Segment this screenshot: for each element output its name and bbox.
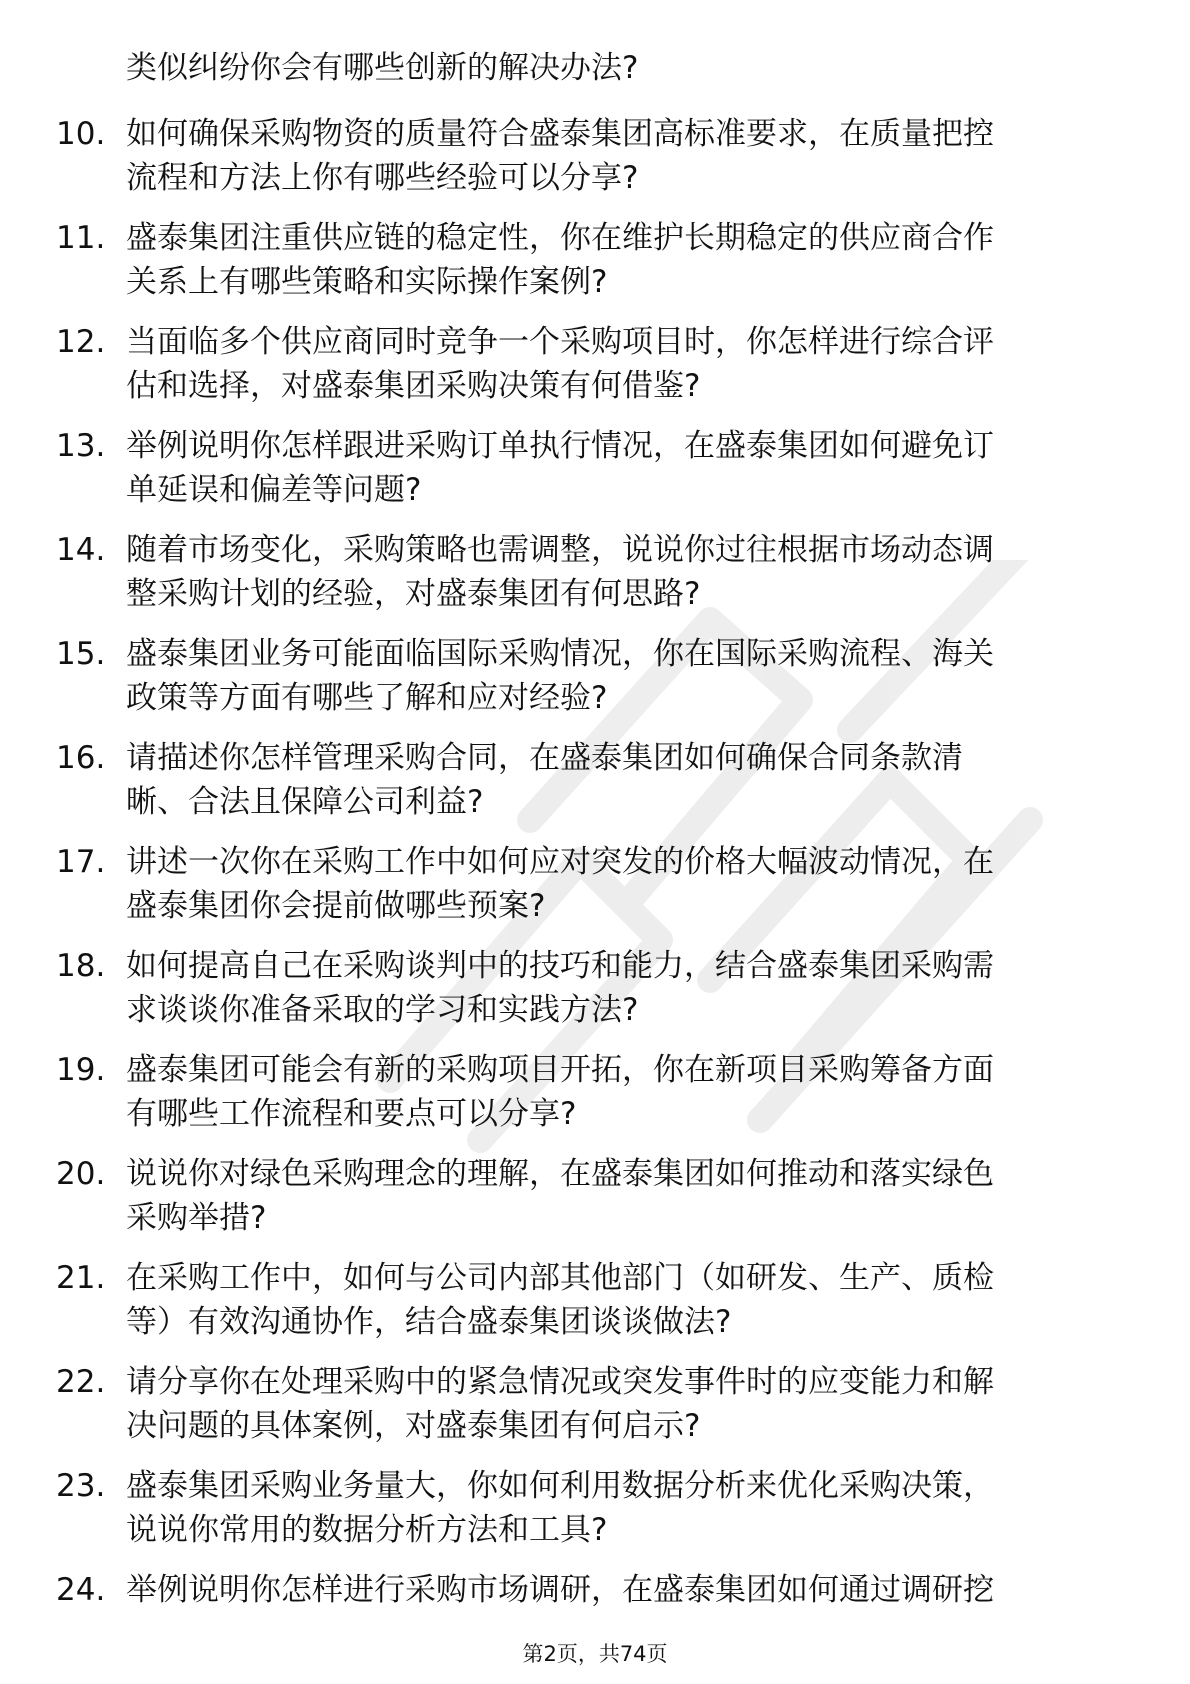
question-text-line: 流程和方法上你有哪些经验可以分享? xyxy=(126,160,639,196)
question-text-line: 举例说明你怎样进行采购市场调研，在盛泰集团如何通过调研挖 xyxy=(126,1572,994,1608)
question-text xyxy=(126,1568,1116,1612)
question-number: 12. xyxy=(56,324,106,360)
question-text-line: 等）有效沟通协作，结合盛泰集团谈谈做法? xyxy=(126,1304,732,1340)
question-text xyxy=(126,944,1116,1032)
question-number: 16. xyxy=(56,740,106,776)
question-text-line: 采购举措? xyxy=(126,1200,267,1236)
question-text xyxy=(126,1464,1116,1552)
question-item xyxy=(0,112,1190,216)
question-number: 22. xyxy=(56,1364,106,1400)
question-list xyxy=(0,112,1190,1672)
question-item xyxy=(0,1048,1190,1152)
question-item xyxy=(0,736,1190,840)
question-text xyxy=(126,320,1116,408)
question-item xyxy=(0,840,1190,944)
question-item xyxy=(0,632,1190,736)
question-text-line: 有哪些工作流程和要点可以分享? xyxy=(126,1096,577,1132)
question-text-line: 举例说明你怎样跟进采购订单执行情况，在盛泰集团如何避免订 xyxy=(126,428,994,464)
question-text xyxy=(126,1048,1116,1136)
question-number: 21. xyxy=(56,1260,106,1296)
question-text-line: 如何确保采购物资的质量符合盛泰集团高标准要求，在质量把控 xyxy=(126,116,994,152)
question-text xyxy=(126,216,1116,304)
question-text xyxy=(126,528,1116,616)
question-text-line: 单延误和偏差等问题? xyxy=(126,472,422,508)
question-text-line: 盛泰集团可能会有新的采购项目开拓，你在新项目采购筹备方面 xyxy=(126,1052,994,1088)
question-text-line: 政策等方面有哪些了解和应对经验? xyxy=(126,680,608,716)
question-number: 19. xyxy=(56,1052,106,1088)
question-text xyxy=(126,1256,1116,1344)
question-number: 20. xyxy=(56,1156,106,1192)
continued-question-text: 类似纠纷你会有哪些创新的解决办法? xyxy=(126,50,639,86)
question-text-line: 在采购工作中，如何与公司内部其他部门（如研发、生产、质检 xyxy=(126,1260,994,1296)
question-text-line: 当面临多个供应商同时竞争一个采购项目时，你怎样进行综合评 xyxy=(126,324,994,360)
question-number: 23. xyxy=(56,1468,106,1504)
question-item xyxy=(0,528,1190,632)
question-text-line: 关系上有哪些策略和实际操作案例? xyxy=(126,264,608,300)
question-text-line: 讲述一次你在采购工作中如何应对突发的价格大幅波动情况，在 xyxy=(126,844,994,880)
question-item xyxy=(0,1256,1190,1360)
question-item xyxy=(0,424,1190,528)
question-item xyxy=(0,1152,1190,1256)
question-text xyxy=(126,1152,1116,1240)
question-text-line: 估和选择，对盛泰集团采购决策有何借鉴? xyxy=(126,368,701,404)
question-item xyxy=(0,1360,1190,1464)
question-item xyxy=(0,1464,1190,1568)
question-text xyxy=(126,632,1116,720)
page-footer: 第2页，共74页 xyxy=(522,1642,668,1666)
question-number: 10. xyxy=(56,116,106,152)
question-text xyxy=(126,736,1116,824)
question-text-line: 决问题的具体案例，对盛泰集团有何启示? xyxy=(126,1408,701,1444)
question-number: 18. xyxy=(56,948,106,984)
question-text-line: 盛泰集团注重供应链的稳定性，你在维护长期稳定的供应商合作 xyxy=(126,220,994,256)
question-text xyxy=(126,112,1116,200)
question-item xyxy=(0,320,1190,424)
question-item xyxy=(0,944,1190,1048)
question-text xyxy=(126,424,1116,512)
question-text-line: 晰、合法且保障公司利益? xyxy=(126,784,484,820)
question-number: 24. xyxy=(56,1572,106,1608)
question-text-line: 请描述你怎样管理采购合同，在盛泰集团如何确保合同条款清 xyxy=(126,740,963,776)
question-text-line: 盛泰集团业务可能面临国际采购情况，你在国际采购流程、海关 xyxy=(126,636,994,672)
question-number: 14. xyxy=(56,532,106,568)
question-text-line: 盛泰集团采购业务量大，你如何利用数据分析来优化采购决策， xyxy=(126,1468,994,1504)
question-text-line: 说说你对绿色采购理念的理解，在盛泰集团如何推动和落实绿色 xyxy=(126,1156,994,1192)
question-text-line: 随着市场变化，采购策略也需调整，说说你过往根据市场动态调 xyxy=(126,532,994,568)
question-item xyxy=(0,216,1190,320)
question-text-line: 说说你常用的数据分析方法和工具? xyxy=(126,1512,608,1548)
question-number: 13. xyxy=(56,428,106,464)
question-text-line: 盛泰集团你会提前做哪些预案? xyxy=(126,888,546,924)
question-number: 15. xyxy=(56,636,106,672)
question-number: 17. xyxy=(56,844,106,880)
question-text-line: 请分享你在处理采购中的紧急情况或突发事件时的应变能力和解 xyxy=(126,1364,994,1400)
question-text xyxy=(126,1360,1116,1448)
question-text-line: 求谈谈你准备采取的学习和实践方法? xyxy=(126,992,639,1028)
question-text xyxy=(126,840,1116,928)
question-number: 11. xyxy=(56,220,106,256)
question-text-line: 如何提高自己在采购谈判中的技巧和能力，结合盛泰集团采购需 xyxy=(126,948,994,984)
question-text-line: 整采购计划的经验，对盛泰集团有何思路? xyxy=(126,576,701,612)
